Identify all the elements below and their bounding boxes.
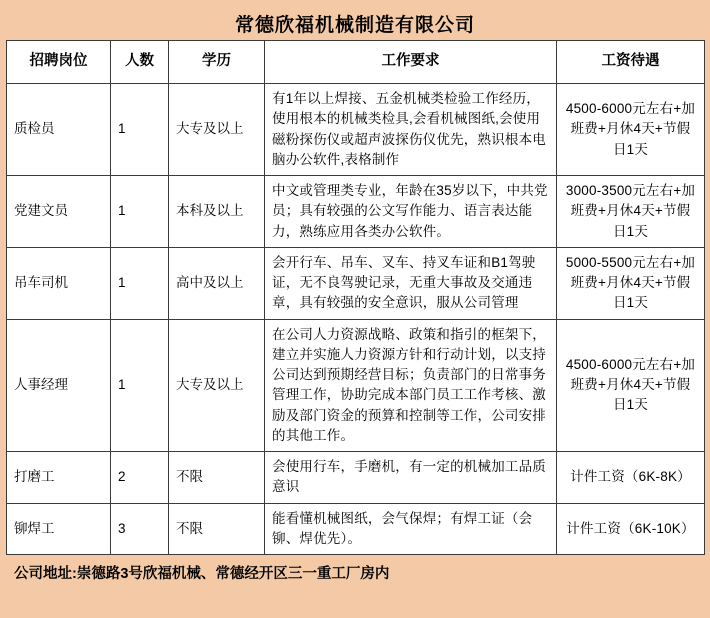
column-header-pay: 工资待遇 bbox=[557, 41, 705, 84]
cell-post: 铆焊工 bbox=[7, 503, 111, 555]
column-header-requirement: 工作要求 bbox=[265, 41, 557, 84]
cell-requirement: 会开行车、吊车、叉车、持叉车证和B1驾驶证，无不良驾驶记录，无重大事故及交通违章，具有较强的安全意识，服从公司管理 bbox=[265, 247, 557, 319]
cell-post: 人事经理 bbox=[7, 319, 111, 452]
job-table bbox=[6, 40, 705, 555]
column-header-count: 人数 bbox=[111, 41, 169, 84]
cell-count: 2 bbox=[111, 452, 169, 504]
cell-education: 大专及以上 bbox=[169, 84, 265, 176]
cell-post: 质检员 bbox=[7, 84, 111, 176]
cell-education: 本科及以上 bbox=[169, 176, 265, 248]
table-row bbox=[7, 247, 705, 319]
cell-count: 1 bbox=[111, 319, 169, 452]
cell-count: 1 bbox=[111, 176, 169, 248]
cell-requirement: 能看懂机械图纸，会气保焊；有焊工证（会铆、焊优先）。 bbox=[265, 503, 557, 555]
cell-count: 1 bbox=[111, 247, 169, 319]
cell-education: 不限 bbox=[169, 503, 265, 555]
cell-post: 打磨工 bbox=[7, 452, 111, 504]
company-address: 公司地址:崇德路3号欣福机械、常德经开区三一重工厂房内 bbox=[14, 565, 390, 582]
cell-education: 不限 bbox=[169, 452, 265, 504]
cell-requirement: 会使用行车，手磨机，有一定的机械加工品质意识 bbox=[265, 452, 557, 504]
cell-pay: 4500-6000元左右+加班费+月休4天+节假日1天 bbox=[557, 319, 705, 452]
cell-count: 1 bbox=[111, 84, 169, 176]
cell-pay: 4500-6000元左右+加班费+月休4天+节假日1天 bbox=[557, 84, 705, 176]
column-header-post: 招聘岗位 bbox=[7, 41, 111, 84]
table-row bbox=[7, 319, 705, 452]
table-row bbox=[7, 503, 705, 555]
cell-count: 3 bbox=[111, 503, 169, 555]
cell-education: 高中及以上 bbox=[169, 247, 265, 319]
cell-education: 大专及以上 bbox=[169, 319, 265, 452]
cell-post: 吊车司机 bbox=[7, 247, 111, 319]
table-row bbox=[7, 84, 705, 176]
cell-pay: 3000-3500元左右+加班费+月休4天+节假日1天 bbox=[557, 176, 705, 248]
table-header-row bbox=[7, 41, 705, 84]
cell-requirement: 中文或管理类专业，年龄在35岁以下，中共党员；具有较强的公文写作能力、语言表达能力，熟练应用各类办公软件。 bbox=[265, 176, 557, 248]
company-title: 常德欣福机械制造有限公司 bbox=[234, 14, 475, 36]
cell-pay: 5000-5500元左右+加班费+月休4天+节假日1天 bbox=[557, 247, 705, 319]
column-header-education: 学历 bbox=[169, 41, 265, 84]
poster-title-bar bbox=[6, 6, 704, 40]
table-row bbox=[7, 452, 705, 504]
cell-requirement: 有1年以上焊接、五金机械类检验工作经历，使用根本的机械类检具,会看机械图纸,会使用磁粉探伤仪或超声波探伤仪优先，熟识根本电脑办公软件,表格制作 bbox=[265, 84, 557, 176]
cell-requirement: 在公司人力资源战略、政策和指引的框架下，建立并实施人力资源方针和行动计划，以支持公司达到预期经营目标；负责部门的日常事务管理工作，协助完成本部门员工工作考核、激励及部门资金的预算和控制等工作，公司安排的其他工作。 bbox=[265, 319, 557, 452]
cell-pay: 计件工资（6K-8K） bbox=[557, 452, 705, 504]
cell-post: 党建文员 bbox=[7, 176, 111, 248]
cell-pay: 计件工资（6K-10K） bbox=[557, 503, 705, 555]
poster-footer-bar bbox=[6, 555, 704, 589]
table-row bbox=[7, 176, 705, 248]
